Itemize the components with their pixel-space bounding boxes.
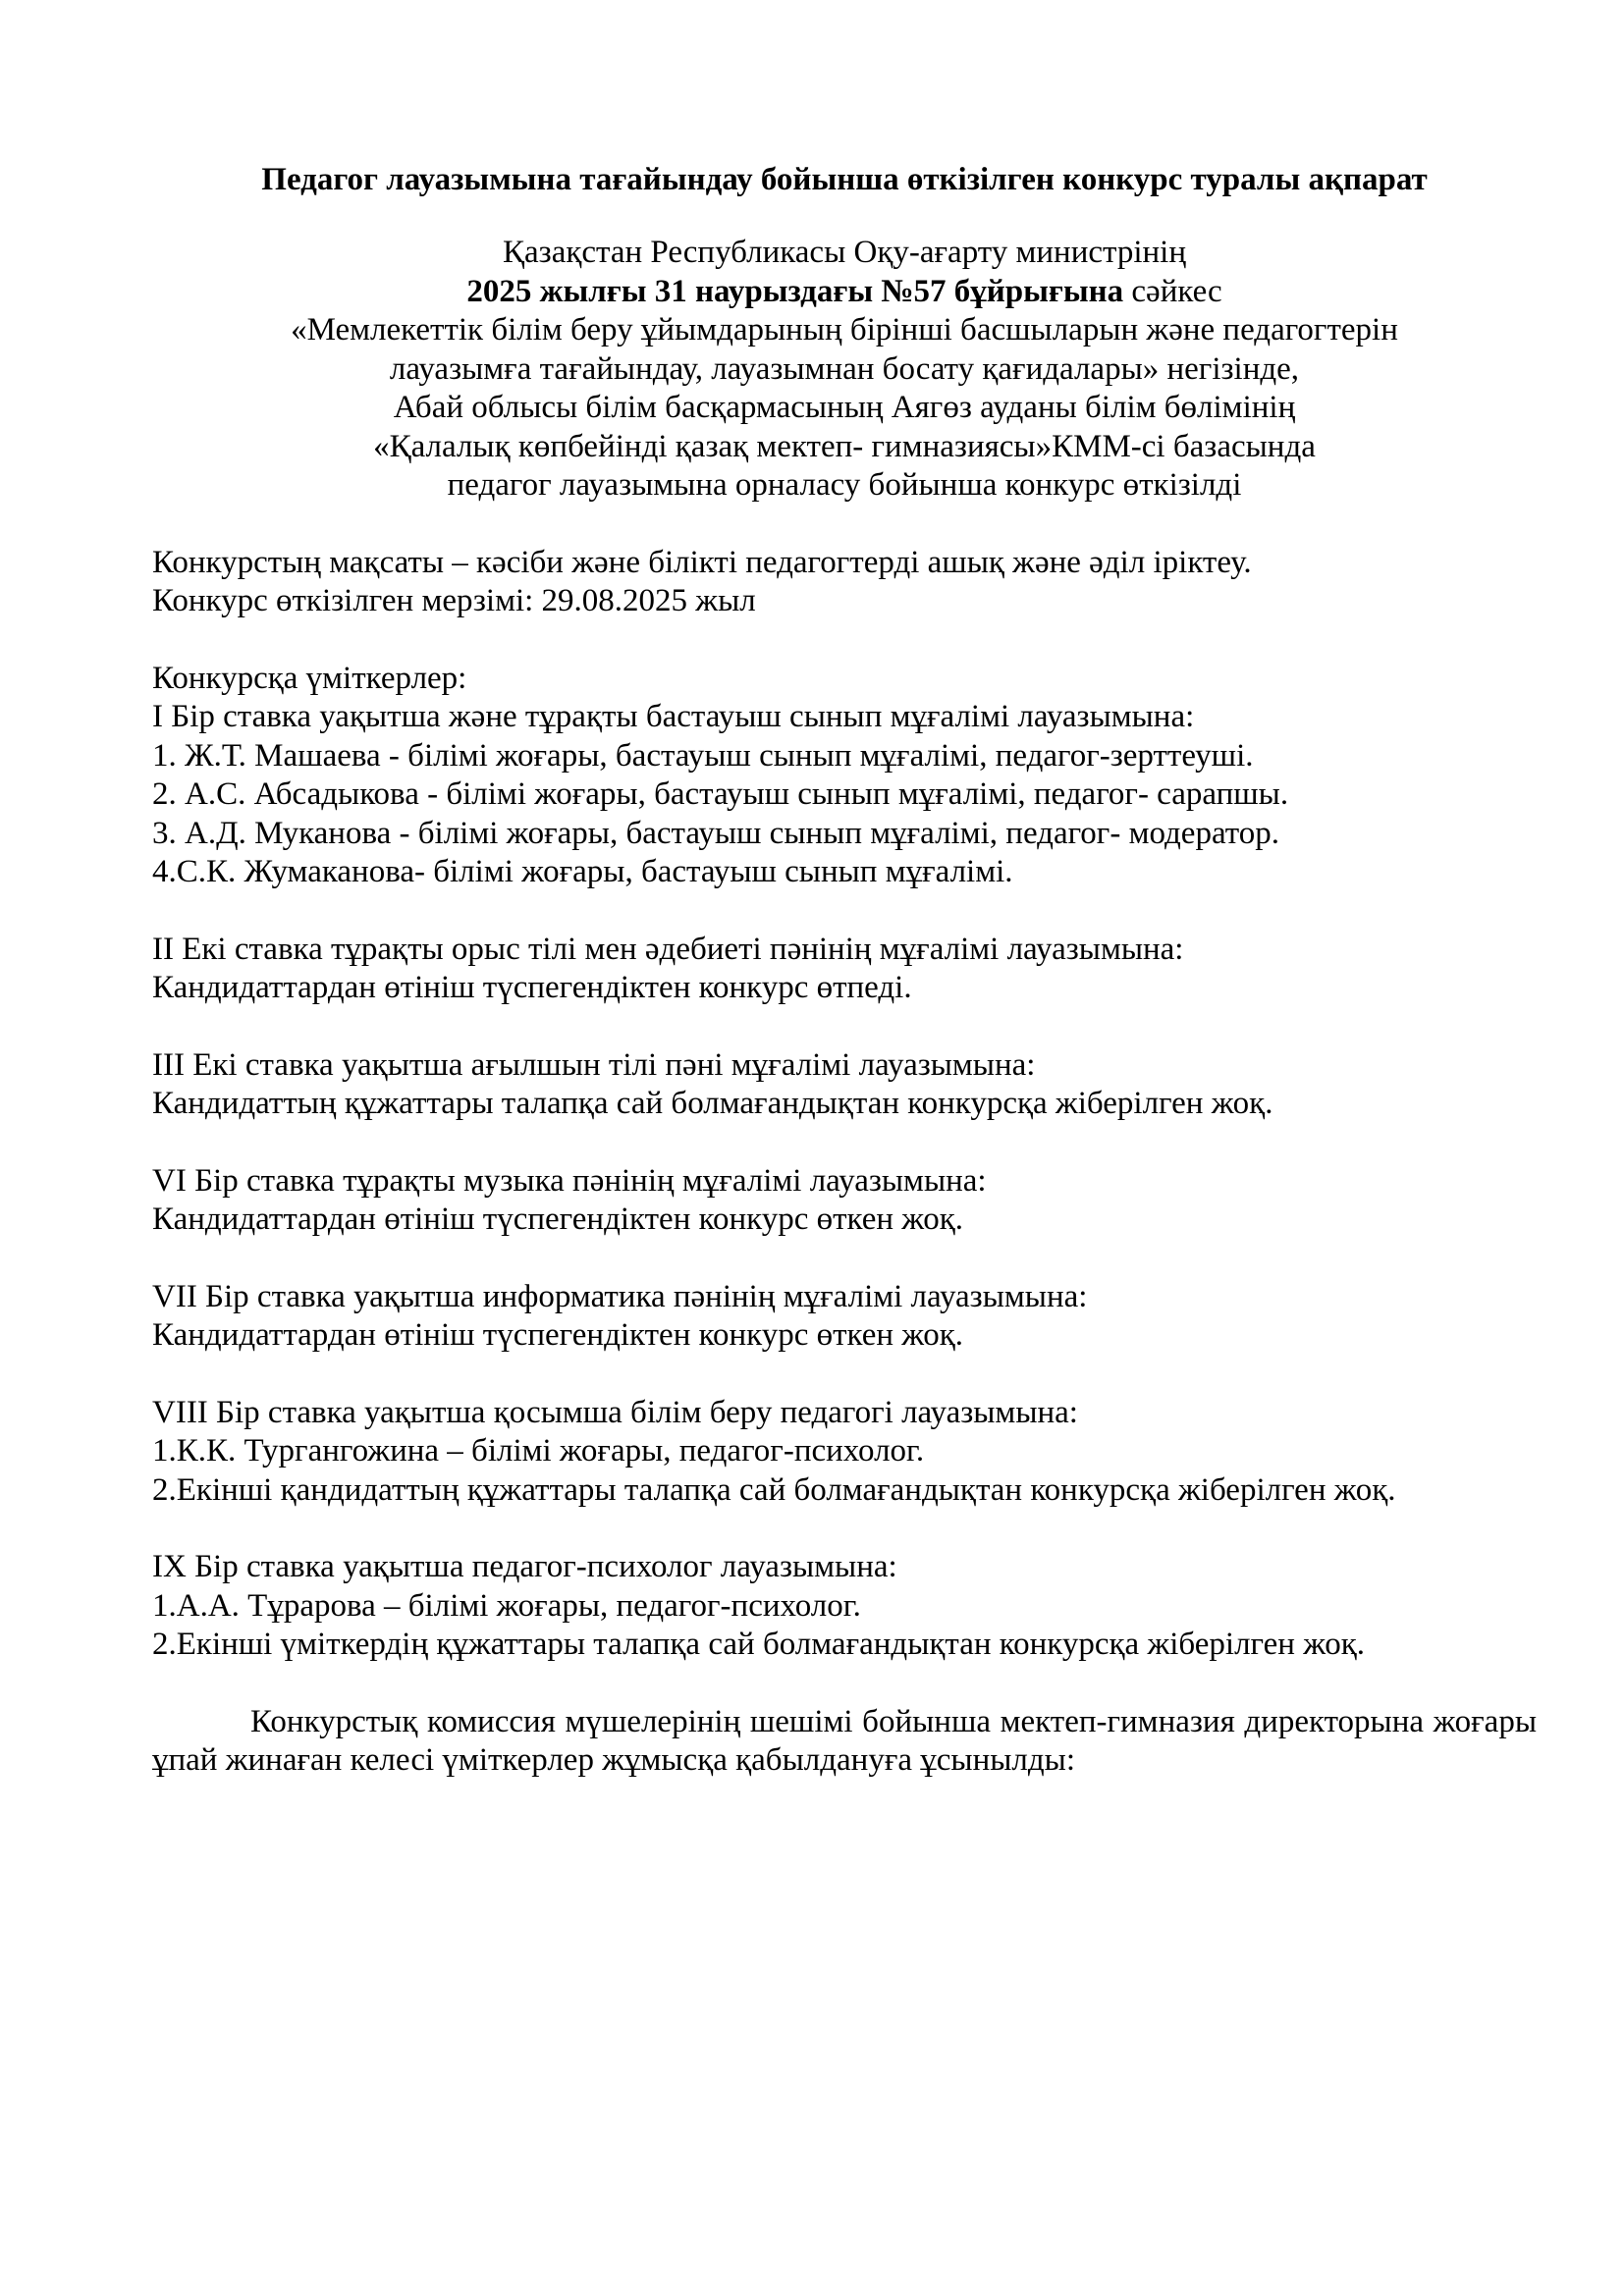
section-result: Кандидаттардан өтініш түспегендіктен конкурс өткен жоқ. [152, 1201, 964, 1237]
intro-block [152, 234, 1537, 506]
candidates-heading: Конкурсқа үміткерлер: [152, 660, 467, 696]
candidate-line: 1.К.К. Тургангожина – білімі жоғары, педагог-психолог. [152, 1433, 925, 1468]
section-position: IX Бір ставка уақытша педагог-психолог лауазымына: [152, 1549, 897, 1584]
intro-line-5: Абай облысы білім басқармасының Аягөз ауданы білім бөлімінің [393, 390, 1296, 425]
intro-line-7: педагог лауазымына орналасу бойынша конкурс өткізілді [447, 467, 1242, 503]
section-result: Кандидаттардан өтініш түспегендіктен конкурс өткен жоқ. [152, 1317, 964, 1353]
section-psychologist [152, 1548, 1537, 1665]
candidate-line: 2. А.С. Абсадыкова - білімі жоғары, бастауыш сынып мұғалімі, педагог- сарапшы. [152, 776, 1289, 812]
candidate-line: 3. А.Д. Муканова - білімі жоғары, бастауыш сынып мұғалімі, педагог- модератор. [152, 815, 1279, 851]
date-line: Конкурс өткізілген мерзімі: 29.08.2025 жыл [152, 583, 756, 618]
purpose-block [152, 544, 1537, 621]
intro-line-4: лауазымға тағайындау, лауазымнан босату қағидалары» негізінде, [389, 350, 1300, 387]
commission-decision: Конкурстық комиссия мүшелерінің шешімі бойынша мектеп-гимназия директорына жоғары ұпай жинаған келесі үміткерлер жұмысқа қабылдануға ұсынылды: [152, 1703, 1537, 1778]
section-position: VI Бір ставка тұрақты музыка пәнінің мұғалімі лауазымына: [152, 1162, 987, 1199]
section-result: Кандидаттардан өтініш түспегендіктен конкурс өтпеді. [152, 970, 912, 1005]
section-position: II Екі ставка тұрақты орыс тілі мен әдебиеті пәнінің мұғалімі лауазымына: [152, 931, 1184, 967]
order-reference: 2025 жылғы 31 наурыздағы №57 бұйрығына [466, 273, 1124, 309]
section-informatics-teacher [152, 1278, 1537, 1356]
intro-line-1: Қазақстан Республикасы Оқу-ағарту министрінің [503, 235, 1186, 270]
intro-line-3: «Мемлекеттік білім беру ұйымдарының бірінші басшыларын және педагогтерін [291, 312, 1398, 347]
section-primary-teacher [152, 660, 1537, 892]
section-position: III Екі ставка уақытша ағылшын тілі пәні мұғалімі лауазымына: [152, 1046, 1036, 1083]
section-additional-education [152, 1394, 1537, 1511]
document-title: Педагог лауазымына тағайындау бойынша өткізілген конкурс туралы ақпарат [261, 162, 1428, 197]
candidate-line: 1.А.А. Тұрарова – білімі жоғары, педагог-психолог. [152, 1587, 861, 1624]
section-position: VII Бір ставка уақытша информатика пәнінің мұғалімі лауазымына: [152, 1278, 1088, 1314]
intro-line-2-rest: сәйкес [1123, 273, 1222, 309]
section-position: I Бір ставка уақытша және тұрақты бастауыш сынып мұғалімі лауазымына: [152, 699, 1195, 734]
section-english-teacher [152, 1046, 1537, 1124]
document-page [152, 157, 1537, 1819]
intro-line-6: «Қалалық көпбейінді қазақ мектеп- гимназиясы»КММ-сі базасында [373, 428, 1316, 464]
section-result: Кандидаттың құжаттары талапқа сай болмағандықтан конкурсқа жіберілген жоқ. [152, 1086, 1273, 1121]
purpose-line: Конкурстың мақсаты – кәсіби және білікті педагогтерді ашық және әділ іріктеу. [152, 544, 1252, 580]
section-position: VIII Бір ставка уақытша қосымша білім беру педагогі лауазымына: [152, 1394, 1078, 1430]
section-music-teacher [152, 1162, 1537, 1240]
candidate-line: 4.С.К. Жумаканова- білімі жоғары, бастауыш сынып мұғалімі. [152, 854, 1013, 889]
candidate-line: 2.Екінші қандидаттың құжаттары талапқа сай болмағандықтан конкурсқа жіберілген жоқ. [152, 1471, 1396, 1508]
candidate-line: 2.Екінші үміткердің құжаттары талапқа сай болмағандықтан конкурсқа жіберілген жоқ. [152, 1627, 1365, 1662]
intro-line-2 [152, 273, 1537, 312]
candidate-line: 1. Ж.Т. Машаева - білімі жоғары, бастауыш сынып мұғалімі, педагог-зерттеуші. [152, 737, 1254, 774]
section-russian-teacher [152, 931, 1537, 1008]
